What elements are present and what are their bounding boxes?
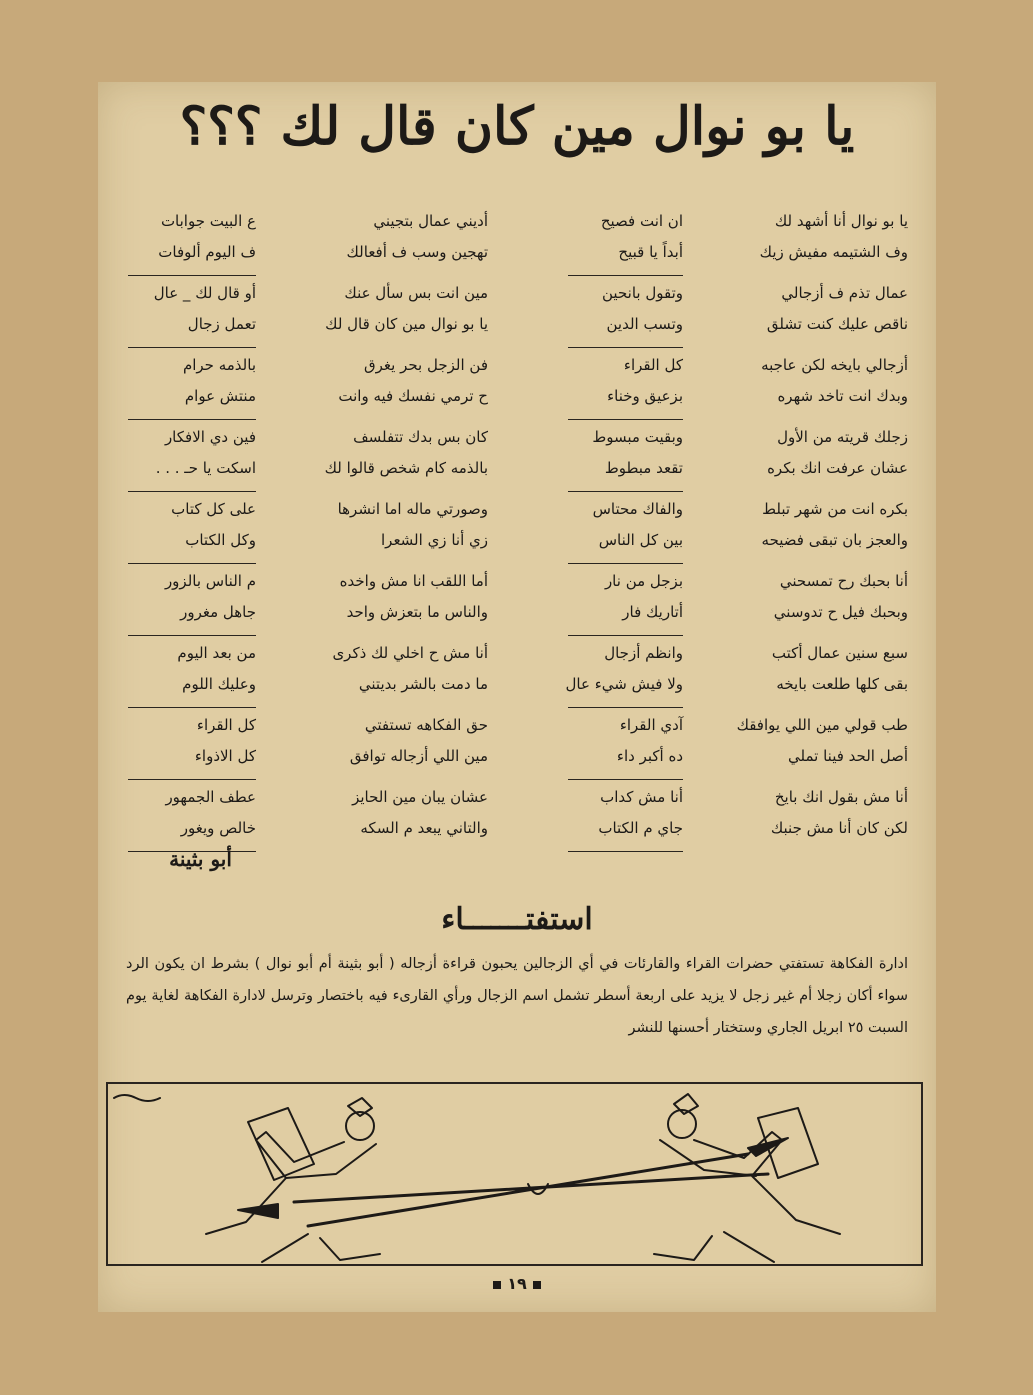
poem-line: م الناس بالزور	[164, 572, 256, 590]
poem-line: أما اللقب انا مش واخده	[339, 572, 488, 590]
poem-stanza	[293, 348, 488, 420]
poem-line: بزعيق وخناء	[607, 387, 683, 405]
poem-line: بالذمه كام شخص قالوا لك	[324, 459, 488, 477]
poem-stanza	[128, 492, 256, 564]
poem-line: عشان عرفت انك بكره	[767, 459, 908, 477]
left-legs	[262, 1234, 380, 1262]
poem-line: ف اليوم ألوفات	[158, 243, 256, 261]
poem-line: عطف الجمهور	[165, 788, 256, 806]
poem-line: وتقول بانحين	[602, 284, 683, 302]
poem-line: أنا مش ح اخلي لك ذكرى	[332, 644, 488, 662]
poem-stanza	[293, 708, 488, 780]
poem-line: بين كل الناس	[598, 531, 683, 549]
poem-column-1	[713, 204, 908, 852]
poem-line: أنا مش بقول انك بايخ	[774, 788, 908, 806]
poem-stanza	[293, 636, 488, 708]
poem-line: وف الشتيمه مفيش زيك	[759, 243, 908, 261]
poem-stanza	[568, 348, 683, 420]
poem-stanza	[293, 492, 488, 564]
poem-line: أبداً يا قبيح	[618, 243, 683, 261]
poem-stanza	[293, 204, 488, 276]
notice-title: استفتـــــــاء	[441, 902, 593, 937]
poem-line: ده أكبر داء	[616, 747, 683, 765]
poem-line: والتاني يبعد م السكه	[360, 819, 488, 837]
poem-line: والعجز بان تبقى فضيحه	[761, 531, 908, 549]
poem-stanza	[568, 708, 683, 780]
poem-line: وتسب الدين	[606, 315, 683, 333]
poem-line: والفاك محتاس	[592, 500, 683, 518]
artist-mark	[114, 1095, 160, 1101]
poem-stanza	[128, 276, 256, 348]
poem-line: وصورتي ماله اما انشرها	[337, 500, 488, 518]
poem-line: جاهل مغرور	[180, 603, 256, 621]
poem-line: بزجل من نار	[604, 572, 683, 590]
poem-line: أزجالي بايخه لكن عاجبه	[761, 356, 908, 374]
poem-line: مين انت بس سأل عنك	[344, 284, 488, 302]
poem-line: عمال تذم ف أزجالي	[781, 284, 908, 302]
right-head	[668, 1110, 696, 1138]
poem-line: فين دي الافكار	[164, 428, 256, 446]
poem-stanza	[713, 780, 908, 852]
poem-line: كل القراء	[196, 716, 256, 734]
poem-stanza	[128, 636, 256, 708]
poem-stanza	[713, 492, 908, 564]
poem-column-2	[565, 204, 683, 852]
poem-line: وانظم أزجال	[604, 644, 683, 662]
poem-line: يا بو نوال أنا أشهد لك	[774, 212, 908, 230]
poem-stanza	[128, 780, 256, 852]
poem-line: ناقص عليك كنت تشلق	[766, 315, 908, 333]
poem-stanza	[568, 420, 683, 492]
poem-line: بالذمه حرام	[182, 356, 256, 374]
poem-line: اسكت يا حـ . . .	[155, 459, 256, 477]
dueling-poets-drawing	[108, 1084, 921, 1264]
poem-line: منتش عوام	[184, 387, 256, 405]
left-fez	[348, 1098, 372, 1116]
poem-line: من بعد اليوم	[177, 644, 256, 662]
poem-stanza	[713, 348, 908, 420]
poem-line: وبدك انت تاخد شهره	[777, 387, 908, 405]
poem-stanza	[713, 204, 908, 276]
poem-line: أديني عمال بتجيني	[373, 212, 488, 230]
poem-stanza	[128, 564, 256, 636]
poem-line: خالص ويغور	[180, 819, 256, 837]
poem-stanza	[568, 564, 683, 636]
poem-line: حق الفكاهه تستفتي	[364, 716, 488, 734]
poem-line: طب قولي مين اللي يوافقك	[736, 716, 908, 734]
poem-line: وكل الكتاب	[185, 531, 256, 549]
left-book	[248, 1108, 314, 1180]
poem-line: ولا فيش شيء عال	[565, 675, 683, 693]
poem-line: سبع سنين عمال أكتب	[771, 644, 908, 662]
poem-stanza	[128, 420, 256, 492]
magazine-page	[98, 82, 936, 1312]
poem-line: وبقيت مبسوط	[592, 428, 683, 446]
poem-line: على كل كتاب	[171, 500, 256, 518]
poem-stanza	[565, 636, 683, 708]
poem-line: أو قال لك _ عال	[153, 284, 256, 302]
poem-line: آدي القراء	[619, 716, 683, 734]
poem-line: ان انت فصيح	[600, 212, 683, 230]
poem-line: وبحبك فيل ح تدوسني	[773, 603, 908, 621]
poem-stanza	[713, 708, 908, 780]
right-book	[758, 1108, 818, 1178]
poem-line: كل القراء	[623, 356, 683, 374]
poem-line: يا بو نوال مين كان قال لك	[325, 315, 488, 333]
poem-line: ح ترمي نفسك فيه وانت	[338, 387, 488, 405]
poem-line: بكره انت من شهر تبلط	[762, 500, 908, 518]
poem-stanza	[293, 420, 488, 492]
poem-line: أصل الحد فينا تملي	[788, 747, 908, 765]
author-signature: أبو بثينة	[169, 847, 232, 871]
poem-stanza	[713, 420, 908, 492]
poem-stanza	[293, 780, 488, 852]
notice-body: ادارة الفكاهة تستفتي حضرات القراء والقارئات في أي الزجالين يحبون قراءة أزجاله ( أبو بثينة أم أبو نوال ) بشرط ان يكون الرد سواء أكان زجلا أم غير زجل لا يزيد على اربعة أسطر تشمل اسم الزجال ورأي القارىء فيه باختصار وترسل لادارة الفكاهة لغاية يوم السبت ٢٥ ابريل الجاري وستختار أحسنها للنشر	[126, 956, 908, 1036]
poem-line: بقى كلها طلعت بايخه	[776, 675, 908, 693]
poem-stanza	[128, 708, 256, 780]
poem-line: أنا بحبك رح تمسحني	[779, 572, 908, 590]
poem-stanza	[128, 348, 256, 420]
poem-stanza	[293, 276, 488, 348]
poem-line: ع البيت جوابات	[160, 212, 256, 230]
poem-line: عشان يبان مين الحايز	[352, 788, 488, 806]
poem-line: تهجين وسب ف أفعالك	[346, 243, 488, 261]
poem-column-3	[293, 204, 488, 852]
poem-line: والناس ما بتعزش واحد	[346, 603, 488, 621]
poem-line: تعمل زجال	[187, 315, 256, 333]
poem-stanza	[713, 636, 908, 708]
poem-line: تقعد مبطوط	[604, 459, 683, 477]
poem-stanza	[568, 204, 683, 276]
poem-stanza	[713, 276, 908, 348]
square-bullet-icon	[493, 1281, 501, 1289]
poem-line: وعليك اللوم	[182, 675, 256, 693]
poem-column-4	[128, 204, 256, 852]
poem-stanza	[293, 564, 488, 636]
poem-line: زجلك قريته من الأول	[777, 428, 908, 446]
poem-line: كان بس بدك تتفلسف	[353, 428, 488, 446]
poem-stanza	[128, 204, 256, 276]
poem-stanza	[568, 780, 683, 852]
poem-line: أنا مش كداب	[600, 788, 683, 806]
page-number-text: ١٩	[507, 1274, 527, 1293]
cartoon-illustration	[106, 1082, 923, 1266]
poem-line: زي أنا زي الشعرا	[381, 531, 488, 549]
poem-stanza	[568, 492, 683, 564]
poem-line: لكن كان أنا مش جنبك	[770, 819, 908, 837]
poem-line: مين اللي أزجاله توافق	[349, 747, 488, 765]
poem-line: ما دمت بالشر بديتني	[358, 675, 488, 693]
square-bullet-icon	[533, 1281, 541, 1289]
poem-stanza	[713, 564, 908, 636]
poem-line: أتاريك فار	[622, 603, 683, 621]
page-number	[98, 1274, 936, 1293]
poem-line: كل الاذواء	[194, 747, 256, 765]
poem-line: فن الزجل بحر يغرق	[364, 356, 488, 374]
poem-line: جاي م الكتاب	[598, 819, 683, 837]
poem-stanza	[568, 276, 683, 348]
right-legs	[654, 1232, 774, 1262]
page-title: يا بو نوال مين كان قال لك ؟؟؟	[179, 96, 855, 157]
